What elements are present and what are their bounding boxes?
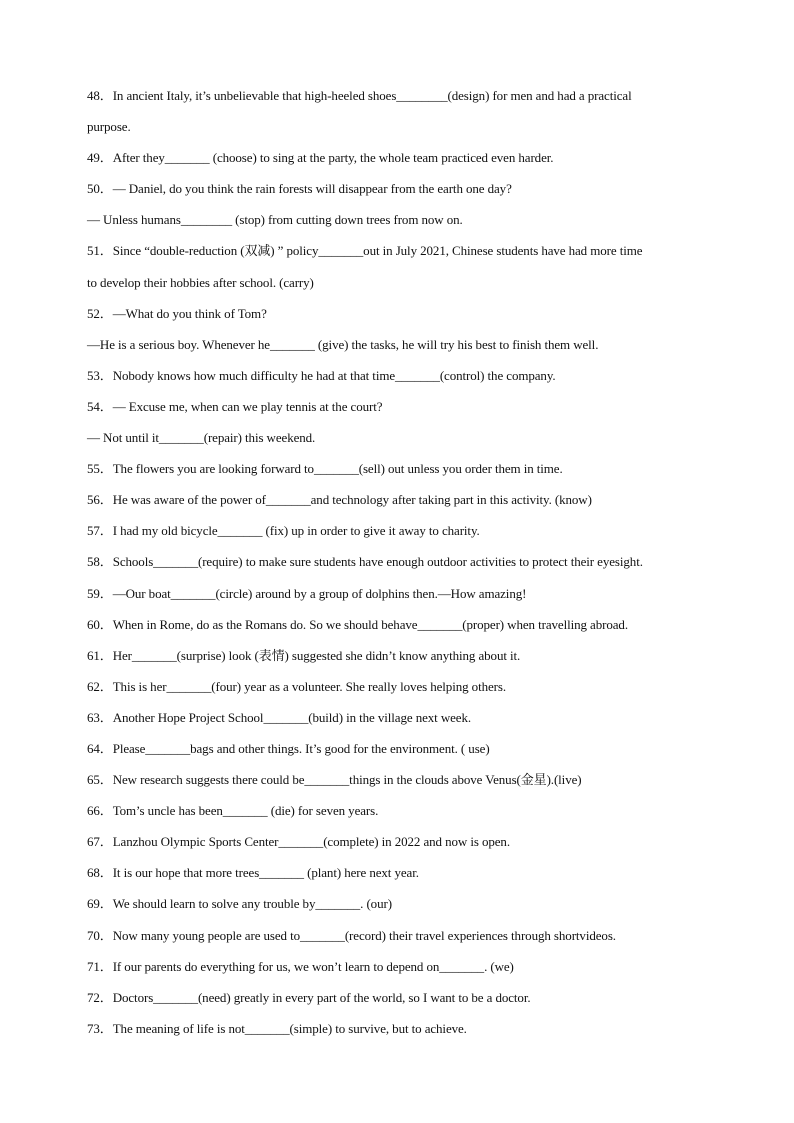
question-56: 56．He was aware of the power of_______and technology after taking part in this activity. (know): [87, 492, 592, 508]
question-67: 67．Lanzhou Olympic Sports Center_______(complete) in 2022 and now is open.: [87, 834, 510, 850]
question-52-line-1: 52．—What do you think of Tom?: [87, 305, 267, 321]
question-60: 60．When in Rome, do as the Romans do. So we should behave_______(proper) when travelling abroad.: [87, 616, 628, 632]
exercise-list: [87, 80, 707, 1044]
question-62: 62．This is her_______(four) year as a volunteer. She really loves helping others.: [87, 678, 506, 694]
question-48-line-2: purpose.: [87, 119, 131, 135]
question-65: 65．New research suggests there could be_______things in the clouds above Venus(金星).(live): [87, 772, 582, 788]
question-73: 73．The meaning of life is not_______(simple) to survive, but to achieve.: [87, 1020, 467, 1036]
question-58: 58．Schools_______(require) to make sure students have enough outdoor activities to protect their eyesight.: [87, 554, 643, 570]
question-54-line-2: — Not until it_______(repair) this weekend.: [87, 430, 316, 446]
question-49: 49．After they_______ (choose) to sing at the party, the whole team practiced even harder.: [87, 150, 554, 166]
question-70: 70．Now many young people are used to_______(record) their travel experiences through shortvideos.: [87, 927, 616, 943]
question-63: 63．Another Hope Project School_______(build) in the village next week.: [87, 709, 472, 725]
question-54-line-1: 54．— Excuse me, when can we play tennis at the court?: [87, 398, 383, 414]
question-52-line-2: —He is a serious boy. Whenever he_______ (give) the tasks, he will try his best to finish them well.: [87, 336, 599, 352]
question-55: 55．The flowers you are looking forward to_______(sell) out unless you order them in time.: [87, 461, 563, 477]
question-64: 64．Please_______bags and other things. It’s good for the environment. ( use): [87, 740, 490, 756]
question-69: 69．We should learn to solve any trouble by_______. (our): [87, 896, 392, 912]
question-50-line-1: 50．— Daniel, do you think the rain forests will disappear from the earth one day?: [87, 181, 512, 197]
question-59: 59．—Our boat_______(circle) around by a group of dolphins then.—How amazing!: [87, 585, 527, 601]
question-72: 72．Doctors_______(need) greatly in every part of the world, so I want to be a doctor.: [87, 989, 531, 1005]
question-66: 66．Tom’s uncle has been_______ (die) for seven years.: [87, 803, 379, 819]
question-71: 71．If our parents do everything for us, we won’t learn to depend on_______. (we): [87, 958, 514, 974]
question-50-line-2: — Unless humans________ (stop) from cutting down trees from now on.: [87, 212, 463, 228]
question-48-line-1: 48．In ancient Italy, it’s unbelievable that high-heeled shoes________(design) for men and had a practical: [87, 88, 632, 103]
question-51-line-2: to develop their hobbies after school. (carry): [87, 274, 314, 290]
question-68: 68．It is our hope that more trees_______ (plant) here next year.: [87, 865, 419, 881]
question-57: 57．I had my old bicycle_______ (fix) up in order to give it away to charity.: [87, 523, 480, 539]
question-61: 61．Her_______(surprise) look (表情) suggested she didn’t know anything about it.: [87, 647, 521, 663]
question-53: 53．Nobody knows how much difficulty he had at that time_______(control) the company.: [87, 367, 556, 383]
question-51-line-1: 51．Since “double-reduction (双减) ” policy_______out in July 2021, Chinese students have had more time: [87, 243, 643, 259]
